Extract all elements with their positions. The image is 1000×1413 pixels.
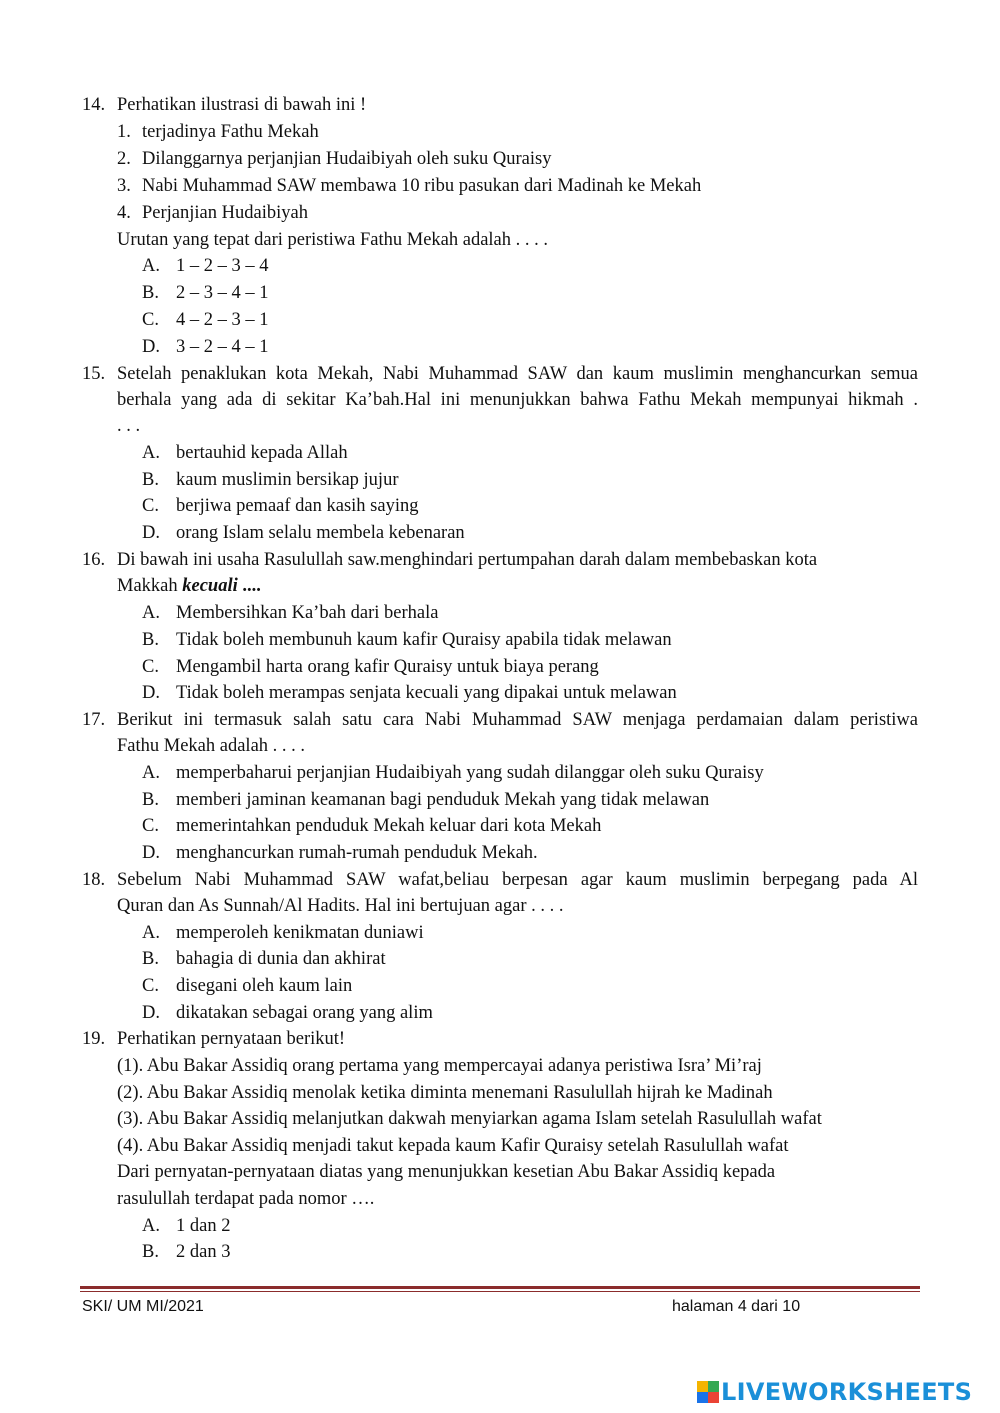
q14-item-number: 2. bbox=[117, 149, 131, 169]
q16-option-c-letter[interactable]: C. bbox=[142, 657, 159, 677]
q17-option-a-letter[interactable]: A. bbox=[142, 763, 160, 783]
q17-option-b-text[interactable]: memberi jaminan keamanan bagi penduduk Mekah yang tidak melawan bbox=[176, 790, 710, 810]
footer-course-code: SKI/ UM MI/2021 bbox=[82, 1298, 204, 1315]
q16-option-d-letter[interactable]: D. bbox=[142, 683, 160, 703]
q14-item-number: 3. bbox=[117, 176, 131, 196]
q18-option-b-letter[interactable]: B. bbox=[142, 949, 159, 969]
q15-option-b-letter[interactable]: B. bbox=[142, 470, 159, 490]
q16-option-b-text[interactable]: Tidak boleh membunuh kaum kafir Quraisy apabila tidak melawan bbox=[176, 630, 672, 650]
q19-statement: (1). Abu Bakar Assidiq orang pertama yang mempercayai adanya peristiwa Isra’ Mi’raj bbox=[117, 1056, 762, 1076]
q16-option-a-text[interactable]: Membersihkan Ka’bah dari berhala bbox=[176, 603, 439, 623]
q15-option-b-text[interactable]: kaum muslimin bersikap jujur bbox=[176, 470, 399, 490]
q14-item-number: 1. bbox=[117, 122, 131, 142]
q14-item-text: Dilanggarnya perjanjian Hudaibiyah oleh suku Quraisy bbox=[142, 149, 552, 169]
q16-option-a-letter[interactable]: A. bbox=[142, 603, 160, 623]
q17-text-line1: Berikut ini termasuk salah satu cara Nabi Muhammad SAW menjaga perdamaian dalam peristiwa bbox=[117, 710, 918, 730]
q17-option-c-text[interactable]: memerintahkan penduduk Mekah keluar dari kota Mekah bbox=[176, 816, 602, 836]
q15-option-a-text[interactable]: bertauhid kepada Allah bbox=[176, 443, 348, 463]
q18-option-c-letter[interactable]: C. bbox=[142, 976, 159, 996]
q19-prompt: Perhatikan pernyataan berikut! bbox=[117, 1029, 346, 1049]
liveworksheets-logo-icon bbox=[697, 1381, 719, 1403]
q19-statement: (3). Abu Bakar Assidiq melanjutkan dakwah menyiarkan agama Islam setelah Rasulullah wafat bbox=[117, 1109, 822, 1129]
q15-option-c-letter[interactable]: C. bbox=[142, 496, 159, 516]
q15-number: 15. bbox=[82, 364, 106, 384]
q14-question: Urutan yang tepat dari peristiwa Fathu Mekah adalah . . . . bbox=[117, 230, 549, 250]
q15-option-a-letter[interactable]: A. bbox=[142, 443, 160, 463]
q16-option-b-letter[interactable]: B. bbox=[142, 630, 159, 650]
q19-statement: (2). Abu Bakar Assidiq menolak ketika diminta menemani Rasulullah hijrah ke Madinah bbox=[117, 1083, 773, 1103]
q18-option-a-letter[interactable]: A. bbox=[142, 923, 160, 943]
q14-option-b-text[interactable]: 2 – 3 – 4 – 1 bbox=[176, 283, 269, 303]
q16-number: 16. bbox=[82, 550, 106, 570]
q19-option-b-text[interactable]: 2 dan 3 bbox=[176, 1242, 231, 1262]
q16-option-c-text[interactable]: Mengambil harta orang kafir Quraisy untuk biaya perang bbox=[176, 657, 599, 677]
footer-rule-thin bbox=[80, 1291, 920, 1292]
q14-option-d-text[interactable]: 3 – 2 – 4 – 1 bbox=[176, 337, 269, 357]
q17-option-c-letter[interactable]: C. bbox=[142, 816, 159, 836]
q16-text-line1: Di bawah ini usaha Rasulullah saw.menghindari pertumpahan darah dalam membebaskan kota bbox=[117, 550, 818, 570]
q18-text-line1: Sebelum Nabi Muhammad SAW wafat,beliau berpesan agar kaum muslimin berpegang pada Al bbox=[117, 870, 918, 890]
q19-question-line1: Dari pernyatan-pernyataan diatas yang menunjukkan kesetian Abu Bakar Assidiq kepada bbox=[117, 1162, 776, 1182]
q15-text-line1: Setelah penaklukan kota Mekah, Nabi Muhammad SAW dan kaum muslimin menghancurkan semua bbox=[117, 364, 918, 384]
q16-text-line2 bbox=[117, 573, 261, 600]
q14-option-d-letter[interactable]: D. bbox=[142, 337, 160, 357]
q17-text-line2: Fathu Mekah adalah . . . . bbox=[117, 736, 306, 756]
q18-option-b-text[interactable]: bahagia di dunia dan akhirat bbox=[176, 949, 386, 969]
q15-option-d-letter[interactable]: D. bbox=[142, 523, 160, 543]
q14-option-c-text[interactable]: 4 – 2 – 3 – 1 bbox=[176, 310, 269, 330]
q14-prompt: Perhatikan ilustrasi di bawah ini ! bbox=[117, 95, 367, 115]
q15-option-d-text[interactable]: orang Islam selalu membela kebenaran bbox=[176, 523, 465, 543]
liveworksheets-watermark[interactable] bbox=[697, 1375, 972, 1409]
q19-option-b-letter[interactable]: B. bbox=[142, 1242, 159, 1262]
q16-text-prefix: Makkah bbox=[117, 576, 183, 596]
q14-item-text: terjadinya Fathu Mekah bbox=[142, 122, 319, 142]
q14-item-number: 4. bbox=[117, 203, 131, 223]
liveworksheets-brand: LIVEWORKSHEETS bbox=[721, 1378, 973, 1406]
q18-option-c-text[interactable]: disegani oleh kaum lain bbox=[176, 976, 353, 996]
q14-number: 14. bbox=[82, 95, 106, 115]
q19-statement: (4). Abu Bakar Assidiq menjadi takut kepada kaum Kafir Quraisy setelah Rasulullah wafat bbox=[117, 1136, 789, 1156]
q15-option-c-text[interactable]: berjiwa pemaaf dan kasih saying bbox=[176, 496, 419, 516]
q18-option-a-text[interactable]: memperoleh kenikmatan duniawi bbox=[176, 923, 424, 943]
q17-option-a-text[interactable]: memperbaharui perjanjian Hudaibiyah yang sudah dilanggar oleh suku Quraisy bbox=[176, 763, 764, 783]
q17-option-b-letter[interactable]: B. bbox=[142, 790, 159, 810]
q15-text-line3: . . . bbox=[117, 416, 141, 436]
footer-rule-thick bbox=[80, 1286, 920, 1289]
q18-number: 18. bbox=[82, 870, 106, 890]
q17-number: 17. bbox=[82, 710, 106, 730]
q14-option-b-letter[interactable]: B. bbox=[142, 283, 159, 303]
q16-option-d-text[interactable]: Tidak boleh merampas senjata kecuali yang dipakai untuk melawan bbox=[176, 683, 677, 703]
q18-option-d-text[interactable]: dikatakan sebagai orang yang alim bbox=[176, 1003, 433, 1023]
q14-option-a-text[interactable]: 1 – 2 – 3 – 4 bbox=[176, 256, 269, 276]
q14-item-text: Nabi Muhammad SAW membawa 10 ribu pasukan dari Madinah ke Mekah bbox=[142, 176, 702, 196]
q14-option-a-letter[interactable]: A. bbox=[142, 256, 160, 276]
q18-text-line2: Quran dan As Sunnah/Al Hadits. Hal ini bertujuan agar . . . . bbox=[117, 896, 564, 916]
q14-option-c-letter[interactable]: C. bbox=[142, 310, 159, 330]
q15-text-line2: berhala yang ada di sekitar Ka’bah.Hal ini menunjukkan bahwa Fathu Mekah mempunyai hikmah . bbox=[117, 390, 918, 410]
q16-text-suffix: .... bbox=[237, 576, 261, 596]
q17-option-d-text[interactable]: menghancurkan rumah-rumah penduduk Mekah. bbox=[176, 843, 538, 863]
footer-page-number: halaman 4 dari 10 bbox=[672, 1298, 801, 1315]
q17-option-d-letter[interactable]: D. bbox=[142, 843, 160, 863]
q18-option-d-letter[interactable]: D. bbox=[142, 1003, 160, 1023]
q14-item-text: Perjanjian Hudaibiyah bbox=[142, 203, 308, 223]
q16-emphasis: kecuali bbox=[182, 576, 238, 596]
q19-option-a-letter[interactable]: A. bbox=[142, 1216, 160, 1236]
q19-number: 19. bbox=[82, 1029, 106, 1049]
q19-option-a-text[interactable]: 1 dan 2 bbox=[176, 1216, 231, 1236]
q19-question-line2: rasulullah terdapat pada nomor …. bbox=[117, 1189, 375, 1209]
